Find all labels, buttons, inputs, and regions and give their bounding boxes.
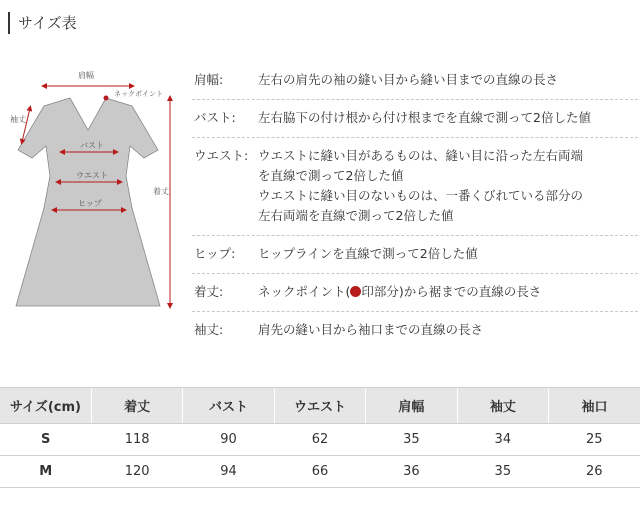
table-cell: 34	[457, 424, 548, 456]
column-header: 袖丈	[457, 388, 548, 424]
column-header: サイズ(cm)	[0, 388, 91, 424]
definition-hip	[192, 236, 638, 274]
table-cell: 62	[274, 424, 365, 456]
size-table	[0, 387, 640, 488]
definition-text: ヒップラインを直線で測って2倍した値	[258, 246, 478, 261]
table-cell: 35	[366, 424, 457, 456]
term-label: 着丈:	[194, 284, 224, 299]
table-row	[0, 456, 640, 488]
dress-diagram	[10, 58, 180, 326]
column-header: ウエスト	[274, 388, 365, 424]
term-label: 袖丈:	[194, 322, 224, 337]
column-header: 着丈	[91, 388, 182, 424]
definition-waist	[192, 138, 638, 236]
table-cell: 118	[91, 424, 182, 456]
term-label: 肩幅:	[194, 72, 224, 87]
term-label: ヒップ:	[194, 246, 236, 261]
column-header: バスト	[183, 388, 274, 424]
definition-sleeve	[192, 312, 638, 349]
column-header: 肩幅	[366, 388, 457, 424]
definition-text: 印部分)から裾までの直線の長さ	[361, 284, 542, 299]
definition-text: 左右の肩先の袖の縫い目から縫い目までの直線の長さ	[258, 72, 559, 87]
table-row	[0, 424, 640, 456]
definition-text: 肩先の縫い目から袖口までの直線の長さ	[258, 322, 484, 337]
page-title: サイズ表	[8, 12, 77, 34]
term-label: ウエスト:	[194, 148, 249, 163]
definition-bust	[192, 100, 638, 138]
label-sleeve: 袖丈	[10, 115, 26, 124]
table-cell: 90	[183, 424, 274, 456]
table-header-row	[0, 388, 640, 424]
label-hip: ヒップ	[78, 199, 102, 208]
definition-text: 左右両端を直線で測って2倍した値	[258, 208, 454, 223]
definition-text: ウエストに縫い目のないものは、一番くびれている部分の	[258, 188, 584, 203]
definition-text: ネックポイント(	[258, 284, 351, 299]
table-cell: 120	[91, 456, 182, 488]
definition-text: を直線で測って2倍した値	[258, 168, 404, 183]
neck-point-dot	[104, 96, 109, 101]
table-cell: 35	[457, 456, 548, 488]
table-cell: 26	[549, 456, 640, 488]
table-cell: S	[0, 424, 91, 456]
table-cell: M	[0, 456, 91, 488]
neck-point-marker-icon	[350, 286, 361, 297]
table-cell: 36	[366, 456, 457, 488]
term-label: バスト:	[194, 110, 236, 125]
table-cell: 66	[274, 456, 365, 488]
definition-list	[192, 62, 638, 349]
table-cell: 94	[183, 456, 274, 488]
column-header: 袖口	[549, 388, 640, 424]
definition-length	[192, 274, 638, 312]
definition-shoulder	[192, 62, 638, 100]
label-bust: バスト	[80, 141, 104, 150]
definition-text: ウエストに縫い目があるものは、縫い目に沿った左右両端	[258, 148, 584, 163]
label-neck-point: ネックポイント	[114, 90, 163, 98]
table-cell: 25	[549, 424, 640, 456]
label-shoulder: 肩幅	[78, 71, 94, 80]
label-waist: ウエスト	[76, 171, 108, 180]
definition-text: 左右脇下の付け根から付け根までを直線で測って2倍した値	[258, 110, 591, 125]
label-length: 着丈	[153, 187, 169, 196]
